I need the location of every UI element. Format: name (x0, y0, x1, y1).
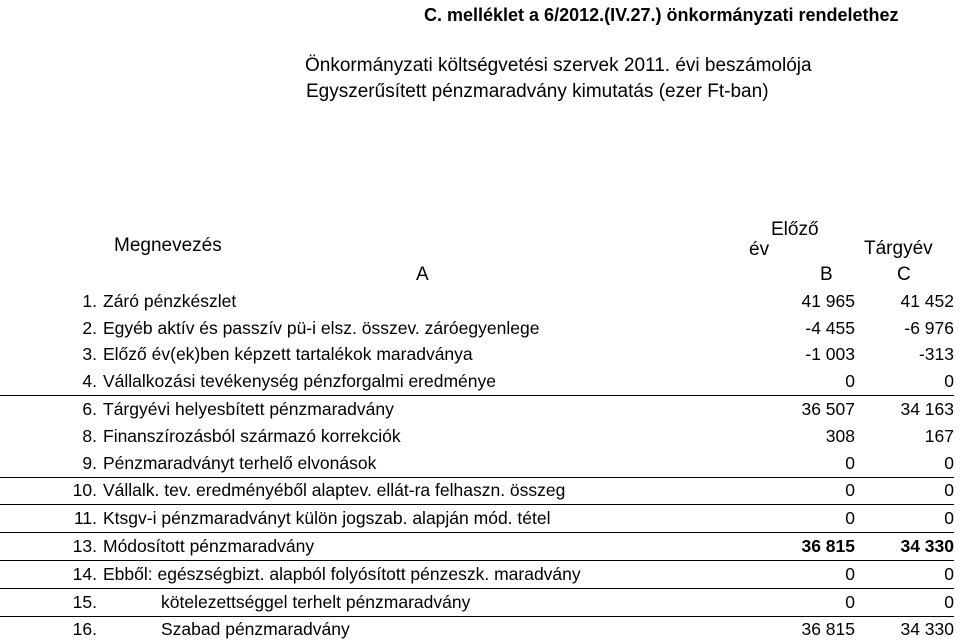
row-prev-year-value: 0 (845, 371, 855, 392)
row-prev-year-value: -1 003 (805, 344, 855, 365)
table-row (0, 588, 954, 616)
column-code-c: C (897, 264, 911, 285)
row-prev-year-value: 0 (753, 505, 855, 533)
table-row (0, 450, 954, 477)
row-number: 2. (82, 317, 97, 338)
table-row (0, 315, 954, 342)
row-label: Előző év(ek)ben képzett tartalékok maradványa (103, 344, 473, 365)
table-row (0, 288, 954, 315)
table-row (0, 368, 954, 395)
table-row (0, 616, 954, 643)
row-label: Pénzmaradványt terhelő elvonások (103, 452, 377, 473)
report-subtitle: Egyszerűsített pénzmaradvány kimutatás (ezer Ft-ban) (306, 81, 769, 102)
row-number: 6. (0, 396, 103, 423)
report-title: Önkormányzati költségvetési szervek 2011. évi beszámolója (305, 55, 812, 76)
table-row (0, 560, 954, 588)
table-row (0, 477, 954, 505)
row-current-year-value: 0 (855, 505, 954, 533)
table-row (0, 505, 954, 533)
row-label: Módosított pénzmaradvány (103, 533, 753, 561)
row-label: Ebből: egészségbizt. alapból folyósított pénzeszk. maradvány (103, 560, 753, 588)
row-current-year-value: 34 330 (855, 616, 954, 643)
table-row (0, 342, 954, 369)
column-code-a: A (416, 264, 429, 285)
row-label: Vállalkozási tevékenység pénzforgalmi eredménye (103, 371, 496, 392)
row-label: Szabad pénzmaradvány (103, 616, 753, 643)
row-current-year-value: 0 (855, 588, 954, 616)
row-label: Finanszírozásból származó korrekciók (103, 425, 401, 446)
table-row (0, 396, 954, 423)
row-number: 15. (0, 588, 103, 616)
row-prev-year-value: 0 (845, 452, 855, 473)
row-prev-year-value: 36 815 (753, 533, 855, 561)
row-prev-year-value: 0 (753, 588, 855, 616)
row-number: 3. (82, 344, 97, 365)
pénzmaradvány-table (0, 288, 954, 643)
column-header-prev-year-line2: év (749, 239, 770, 260)
row-current-year-value: 167 (924, 425, 954, 446)
row-label: Egyéb aktív és passzív pü-i elsz. összev. záróegyenlege (103, 317, 540, 338)
row-label: Vállalk. tev. eredményéből alaptev. ellát-ra felhaszn. összeg (103, 477, 753, 505)
row-prev-year-value: 36 815 (753, 616, 855, 643)
row-prev-year-value: 41 965 (801, 290, 855, 311)
row-current-year-value: 0 (944, 452, 954, 473)
row-prev-year-value: 36 507 (753, 396, 855, 423)
row-number: 10. (0, 477, 103, 505)
row-label: kötelezettséggel terhelt pénzmaradvány (103, 588, 753, 616)
row-number: 16. (0, 616, 103, 643)
annex-reference: C. melléklet a 6/2012.(IV.27.) önkormányzati rendelethez (424, 5, 899, 25)
column-header-prev-year-line1: Előző (771, 219, 819, 240)
column-header-name: Megnevezés (114, 235, 222, 256)
row-prev-year-value: 0 (753, 560, 855, 588)
row-current-year-value: 0 (855, 560, 954, 588)
row-prev-year-value: 308 (825, 425, 855, 446)
row-prev-year-value: -4 455 (805, 317, 855, 338)
row-label: Záró pénzkészlet (103, 290, 237, 311)
row-current-year-value: 41 452 (900, 290, 954, 311)
row-current-year-value: 0 (944, 371, 954, 392)
table-row (0, 423, 954, 450)
column-header-current-year: Tárgyév (864, 238, 933, 259)
row-number: 4. (82, 371, 97, 392)
row-number: 1. (82, 290, 97, 311)
table-row (0, 533, 954, 561)
row-number: 9. (82, 452, 97, 473)
row-number: 13. (0, 533, 103, 561)
row-number: 14. (0, 560, 103, 588)
row-current-year-value: 34 330 (855, 533, 954, 561)
row-current-year-value: 34 163 (855, 396, 954, 423)
row-label: Ktsgv-i pénzmaradványt külön jogszab. alapján mód. tétel (103, 505, 753, 533)
row-current-year-value: -6 976 (904, 317, 954, 338)
row-current-year-value: -313 (918, 344, 954, 365)
row-number: 11. (0, 505, 103, 533)
row-prev-year-value: 0 (753, 477, 855, 505)
row-current-year-value: 0 (855, 477, 954, 505)
row-number: 8. (82, 425, 97, 446)
column-code-b: B (820, 264, 833, 285)
row-label: Tárgyévi helyesbített pénzmaradvány (103, 396, 753, 423)
